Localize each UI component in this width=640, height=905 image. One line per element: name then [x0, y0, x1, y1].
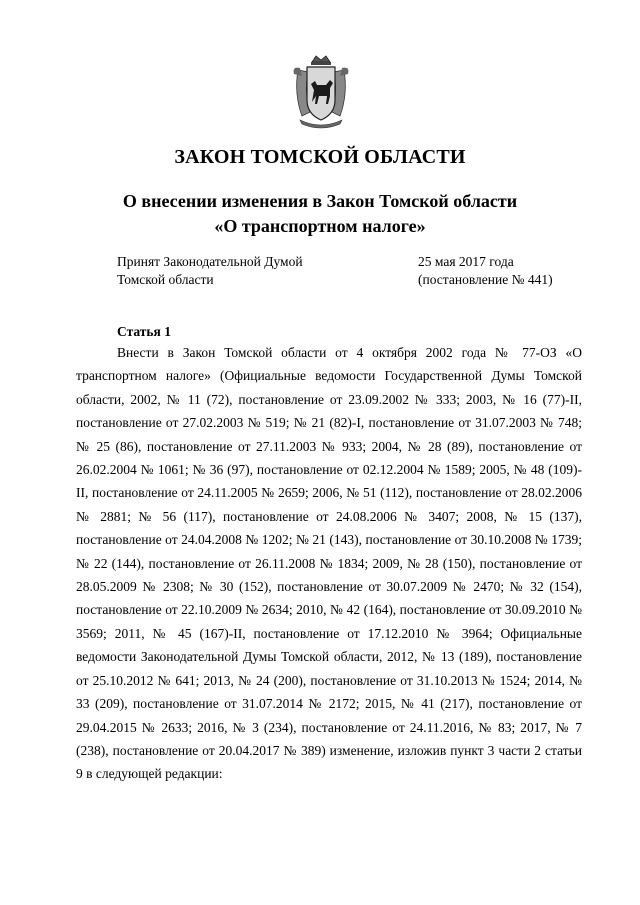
adoption-details: [418, 253, 553, 289]
adopted-by: [117, 253, 303, 289]
coat-of-arms-icon: [290, 54, 352, 130]
resolution-number: (постановление № 441): [418, 272, 553, 287]
adopted-by-line2: Томской области: [117, 272, 214, 287]
adoption-date: 25 мая 2017 года: [418, 254, 514, 269]
article-paragraph: Внести в Закон Томской области от 4 октября 2002 года № 77-ОЗ «О транспортном налоге» (Официальные ведомости Государственной Думы Томской области, 2002, № 11 (72), постановление от 23.09.2002 № 333; 2003, № 16 (77)-II, постановление от 27.02.2003 № 519; № 21 (82)-I, постановление от 31.07.2003 № 748; № 25 (86), постановление от 27.11.2003 № 933; 2004, № 28 (89), постановление от 26.02.2004 № 1061; № 36 (97), постановление от 02.12.2004 № 1589; 2005, № 48 (109)-II, постановление от 24.11.2005 № 2659; 2006, № 51 (112), постановление от 28.02.2006 № 2881; № 56 (117), постановление от 24.08.2006 № 3407; 2008, № 15 (137), постановление от 24.04.2008 № 1202; № 21 (143), постановление от 30.10.2008 № 1739; № 22 (144), постановление от 26.11.2008 № 1834; 2009, № 28 (150), постановление от 28.05.2009 № 2308; № 30 (152), постановление от 30.07.2009 № 2470; № 32 (154), постановление от 22.10.2009 № 2634; 2010, № 42 (164), постановление от 30.09.2010 № 3569; 2011, № 45 (167)-II, постановление от 17.12.2010 № 3964; Официальные ведомости Законодательной Думы Томской области, 2012, № 13 (189), постановление от 25.10.2012 № 641; 2013, № 24 (200), постановление от 31.10.2013 № 1524; 2014, № 33 (209), постановление от 31.07.2014 № 2172; 2015, № 41 (217), постановление от 29.04.2015 № 2633; 2016, № 3 (234), постановление от 24.11.2016, № 83; 2017, № 7 (238), постановление от 20.04.2017 № 389) изменение, изложив пункт 3 части 2 статьи 9 в следующей редакции:: [76, 345, 582, 782]
adopted-by-line1: Принят Законодательной Думой: [117, 254, 303, 269]
law-title: ЗАКОН ТОМСКОЙ ОБЛАСТИ: [174, 146, 466, 168]
article-heading: Статья 1: [117, 324, 171, 339]
law-subtitle-line1: О внесении изменения в Закон Томской области: [122, 191, 518, 211]
law-subtitle-line2: «О транспортном налоге»: [214, 216, 426, 236]
